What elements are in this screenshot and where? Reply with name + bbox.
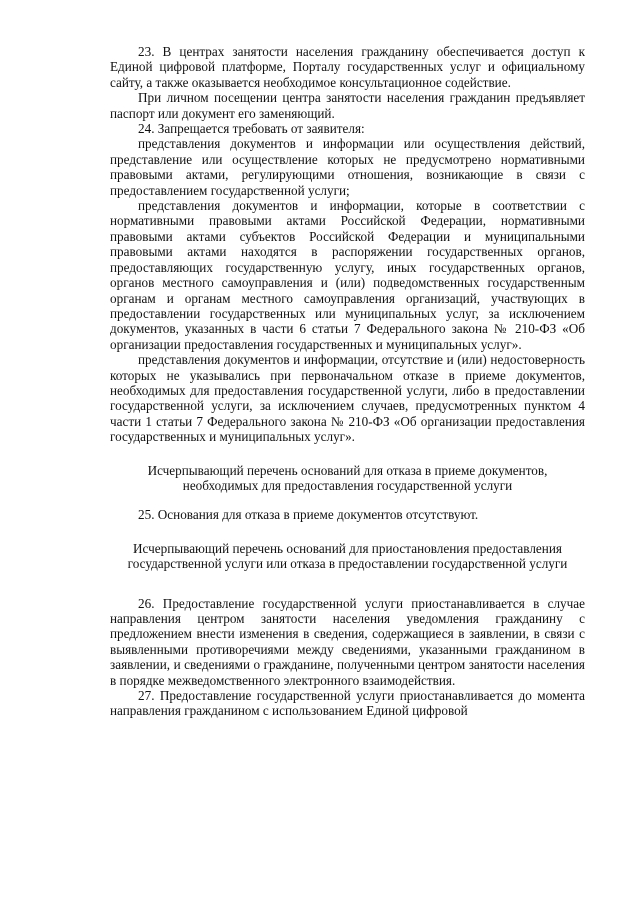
- paragraph-24-item-2: представления документов и информации, которые в соответствии с нормативными правовыми актами Российской Федерации, нормативными правовыми актами субъектов Российской Федерации и муниципальными правовыми актами находятся в распоряжении государственных органов, предоставляющих государственную услугу, иных государственных органов, органов местного самоуправления и (или) подведомственных государственным органам и органам местного самоуправления организаций, участвующих в предоставлении государственных или муниципальных услуг, за исключением документов, указанных в части 6 статьи 7 Федерального закона № 210-ФЗ «Об организации предоставления государственных и муниципальных услуг».: [110, 198, 585, 352]
- paragraph-23-passport: При личном посещении центра занятости населения гражданин предъявляет паспорт или документ его заменяющий.: [110, 90, 585, 121]
- paragraph-24-item-1: представления документов и информации или осуществления действий, представление или осуществление которых не предусмотрено нормативными правовыми актами, регулирующими отношения, возникающие в связи с предоставлением государственной услуги;: [110, 136, 585, 198]
- section-heading-refusal-documents: Исчерпывающий перечень оснований для отказа в приеме документов, необходимых для предоставления государственной услуги: [147, 462, 548, 493]
- paragraph-23: 23. В центрах занятости населения гражданину обеспечивается доступ к Единой цифровой платформе, Порталу государственных услуг и официальному сайту, а также оказывается необходимое консультационное содействие.: [110, 44, 585, 90]
- paragraph-25: 25. Основания для отказа в приеме документов отсутствуют.: [138, 507, 479, 523]
- paragraph-24-item-3: представления документов и информации, отсутствие и (или) недостоверность которых не указывались при первоначальном отказе в приеме документов, необходимых для предоставления государственной услуги, либо в предоставлении государственной услуги, за исключением случаев, предусмотренных пунктом 4 части 1 статьи 7 Федерального закона № 210-ФЗ «Об организации предоставления государственных и муниципальных услуг».: [110, 352, 585, 445]
- paragraph-27: 27. Предоставление государственной услуги приостанавливается до момента направления гражданином с использованием Единой цифровой: [110, 688, 585, 719]
- paragraph-24: 24. Запрещается требовать от заявителя:: [138, 121, 365, 137]
- paragraph-26: 26. Предоставление государственной услуги приостанавливается в случае направления центром занятости населения уведомления гражданину с предложением внести изменения в сведения, содержащиеся в заявлении, в связи с выявленными противоречиями между сведениями, указанными гражданином в заявлении, и сведениями о гражданине, полученными центром занятости населения в порядке межведомственного электронного взаимодействия.: [110, 595, 585, 688]
- section-heading-suspension: Исчерпывающий перечень оснований для приостановления предоставления государственной услуги или отказа в предоставлении государственной услуги: [127, 540, 568, 572]
